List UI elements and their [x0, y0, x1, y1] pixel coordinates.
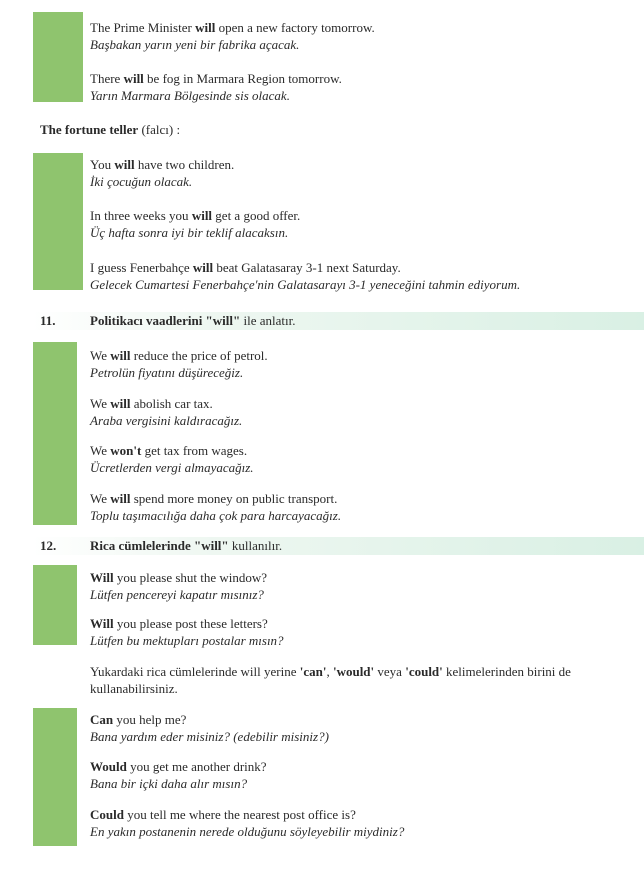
sentence-2: There will be fog in Marmara Region tomorrow. Yarın Marmara Bölgesinde sis olacak.: [90, 71, 342, 103]
sentence-8: We won't get tax from wages. Ücretlerden vergi almayacağız.: [90, 443, 254, 475]
sentence-14: Could you tell me where the nearest post office is? En yakın postanenin nerede olduğunu söyleyebilir miydiniz?: [90, 807, 405, 839]
section-12-number: 12.: [40, 538, 57, 553]
sentence-13: Would you get me another drink? Bana bir içki daha alır mısın?: [90, 759, 267, 791]
green-bar-2: [33, 153, 83, 290]
sentence-9: We will spend more money on public transport. Toplu taşımacılığa daha çok para harcayacağız.: [90, 491, 342, 523]
sentence-4: In three weeks you will get a good offer. Üç hafta sonra iyi bir teklif alacaksın.: [90, 208, 301, 240]
green-bar-5: [33, 708, 77, 846]
section-11-number: 11.: [40, 313, 56, 328]
sentence-10: Will you please shut the window? Lütfen pencereyi kapatır mısınız?: [90, 570, 268, 602]
section-11-title: Politikacı vaadlerini "will" ile anlatır.: [90, 313, 296, 328]
sentence-3: You will have two children. İki çocuğun olacak.: [90, 157, 235, 189]
section-12-title: Rica cümlelerinde "will" kullanılır.: [90, 538, 283, 553]
green-bar-4: [33, 565, 77, 645]
sentence-11: Will you please post these letters? Lütfen bu mektupları postalar mısın?: [90, 616, 284, 648]
note-paragraph: Yukardaki rica cümlelerinde will yerine 'can', 'would' veya 'could' kelimelerinden birini de kullanabilirsiniz.: [90, 664, 571, 696]
sentence-6: We will reduce the price of petrol. Petrolün fiyatını düşüreceğiz.: [90, 348, 268, 380]
green-bar-1: [33, 12, 83, 102]
sentence-1: The Prime Minister will open a new factory tomorrow. Başbakan yarın yeni bir fabrika açacak.: [90, 20, 375, 52]
sentence-7: We will abolish car tax. Araba vergisini kaldıracağız.: [90, 396, 243, 428]
sentence-5: I guess Fenerbahçe will beat Galatasaray 3-1 next Saturday. Gelecek Cumartesi Fenerbahçe'nin Galatasarayı 3-1 yeneceğini tahmin ediyorum.: [90, 260, 521, 292]
fortune-teller-heading: The fortune teller (falcı) :: [40, 122, 181, 137]
green-bar-3: [33, 342, 77, 525]
sentence-12: Can you help me? Bana yardım eder misiniz? (edebilir misiniz?): [90, 712, 329, 744]
